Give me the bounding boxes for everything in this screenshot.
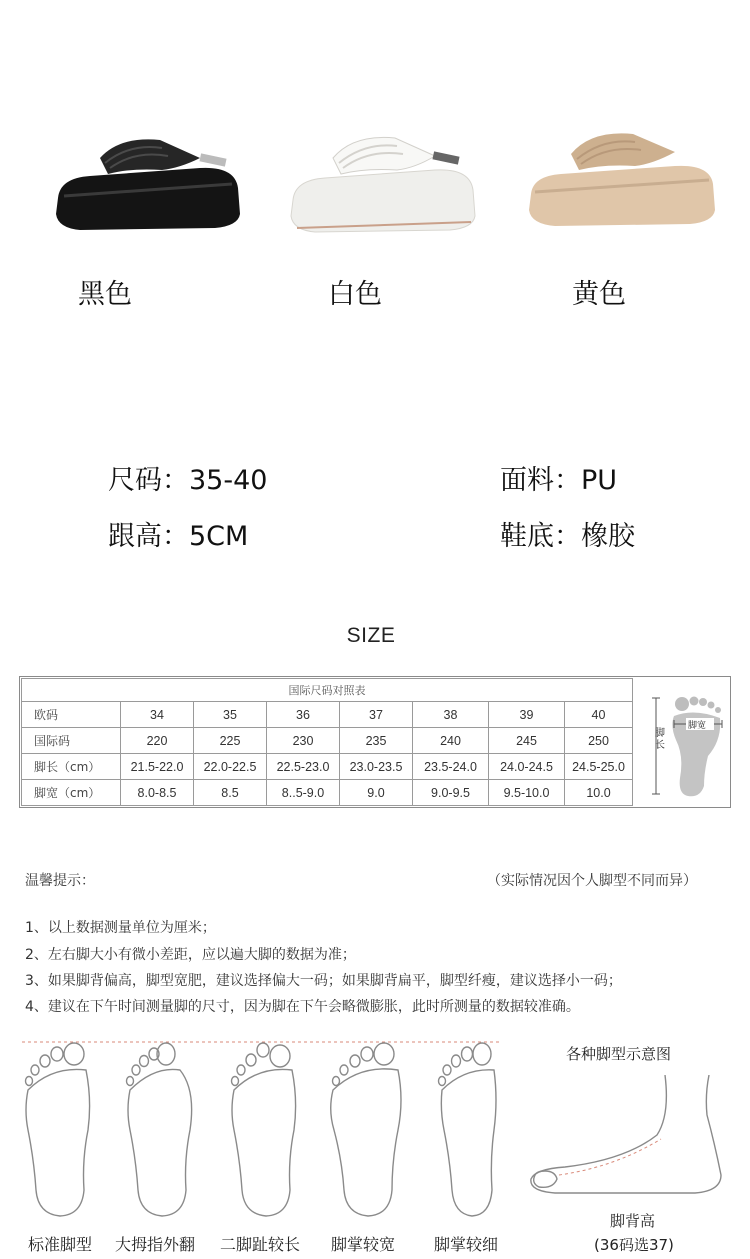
row-label-eu: 欧码 [22, 702, 121, 728]
table-row [22, 754, 633, 780]
long-second-toe-foot-icon [228, 1040, 308, 1220]
foot-type-label: 二脚趾较长 [220, 1235, 301, 1254]
bunion-foot-icon [124, 1040, 204, 1220]
black-sandal-image [50, 118, 250, 248]
eu-size-cell: 38 [413, 702, 489, 728]
eu-size-cell: 36 [267, 702, 340, 728]
spec-heel-height: 跟高：5CM [108, 521, 249, 552]
spec-material: 面料：PU [500, 465, 618, 496]
arch-note: (36码选37) [594, 1236, 674, 1254]
eu-size-cell: 40 [565, 702, 633, 728]
tips-note: （实际情况因个人脚型不同而异） [487, 873, 697, 889]
foot-width-cell: 8.0-8.5 [121, 780, 194, 806]
spec-size: 尺码：35-40 [108, 465, 268, 496]
size-table [21, 678, 633, 806]
foot-type-label: 大拇指外翻 [115, 1235, 196, 1254]
color-label-white: 白色 [328, 279, 382, 310]
tip-item: 1、以上数据测量单位为厘米； [25, 920, 216, 936]
foot-width-cell: 9.0 [340, 780, 413, 806]
foot-type-label: 脚掌较宽 [331, 1235, 396, 1254]
eu-size-cell: 35 [194, 702, 267, 728]
high-arch-foot-icon [525, 1075, 735, 1200]
tips-title: 温馨提示： [25, 873, 95, 889]
table-row [22, 702, 633, 728]
intl-size-cell: 245 [489, 728, 565, 754]
intl-size-cell: 220 [121, 728, 194, 754]
eu-size-cell: 34 [121, 702, 194, 728]
tip-item: 3、如果脚背偏高，脚型宽肥，建议选择偏大一码；如果脚背扁平，脚型纤瘦，建议选择小一码； [25, 973, 622, 989]
wide-foot-icon [330, 1040, 410, 1220]
beige-sandal-image [525, 118, 725, 248]
foot-width-label: 脚宽 [688, 721, 707, 731]
intl-size-cell: 250 [565, 728, 633, 754]
foot-length-cell: 21.5-22.0 [121, 754, 194, 780]
tip-item: 4、建议在下午时间测量脚的尺寸，因为脚在下午会略微膨胀，此时所测量的数据较准确。 [25, 999, 580, 1015]
foot-length-label: 脚长 [655, 728, 665, 751]
table-row [22, 728, 633, 754]
table-row [22, 780, 633, 806]
foot-length-cell: 22.0-22.5 [194, 754, 267, 780]
intl-size-cell: 225 [194, 728, 267, 754]
foot-width-cell: 8.5 [194, 780, 267, 806]
spec-sole: 鞋底：橡胶 [500, 521, 635, 552]
eu-size-cell: 37 [340, 702, 413, 728]
standard-foot-icon [22, 1040, 102, 1220]
row-label-foot-length: 脚长（cm） [22, 754, 121, 780]
eu-size-cell: 39 [489, 702, 565, 728]
foot-width-cell: 10.0 [565, 780, 633, 806]
foot-length-cell: 24.5-25.0 [565, 754, 633, 780]
foot-width-cell: 9.5-10.0 [489, 780, 565, 806]
foot-length-cell: 23.5-24.0 [413, 754, 489, 780]
foot-types-title: 各种脚型示意图 [566, 1045, 672, 1063]
white-sandal-image [285, 118, 485, 248]
intl-size-cell: 230 [267, 728, 340, 754]
row-label-intl: 国际码 [22, 728, 121, 754]
row-label-foot-width: 脚宽（cm） [22, 780, 121, 806]
foot-length-cell: 23.0-23.5 [340, 754, 413, 780]
size-chart-title: SIZE [346, 624, 396, 647]
intl-size-cell: 235 [340, 728, 413, 754]
foot-width-cell: 9.0-9.5 [413, 780, 489, 806]
foot-width-cell: 8..5-9.0 [267, 780, 340, 806]
arch-label: 脚背高 [610, 1212, 656, 1230]
color-label-black: 黑色 [78, 279, 132, 310]
foot-length-cell: 24.0-24.5 [489, 754, 565, 780]
color-label-yellow: 黄色 [572, 279, 626, 310]
tip-item: 2、左右脚大小有微小差距，应以遍大脚的数据为准； [25, 947, 356, 963]
foot-type-label: 脚掌较细 [434, 1235, 499, 1254]
intl-size-cell: 240 [413, 728, 489, 754]
narrow-foot-icon [434, 1040, 514, 1220]
foot-type-label: 标准脚型 [28, 1235, 93, 1254]
foot-length-cell: 22.5-23.0 [267, 754, 340, 780]
size-table-caption: 国际尺码对照表 [22, 679, 633, 702]
